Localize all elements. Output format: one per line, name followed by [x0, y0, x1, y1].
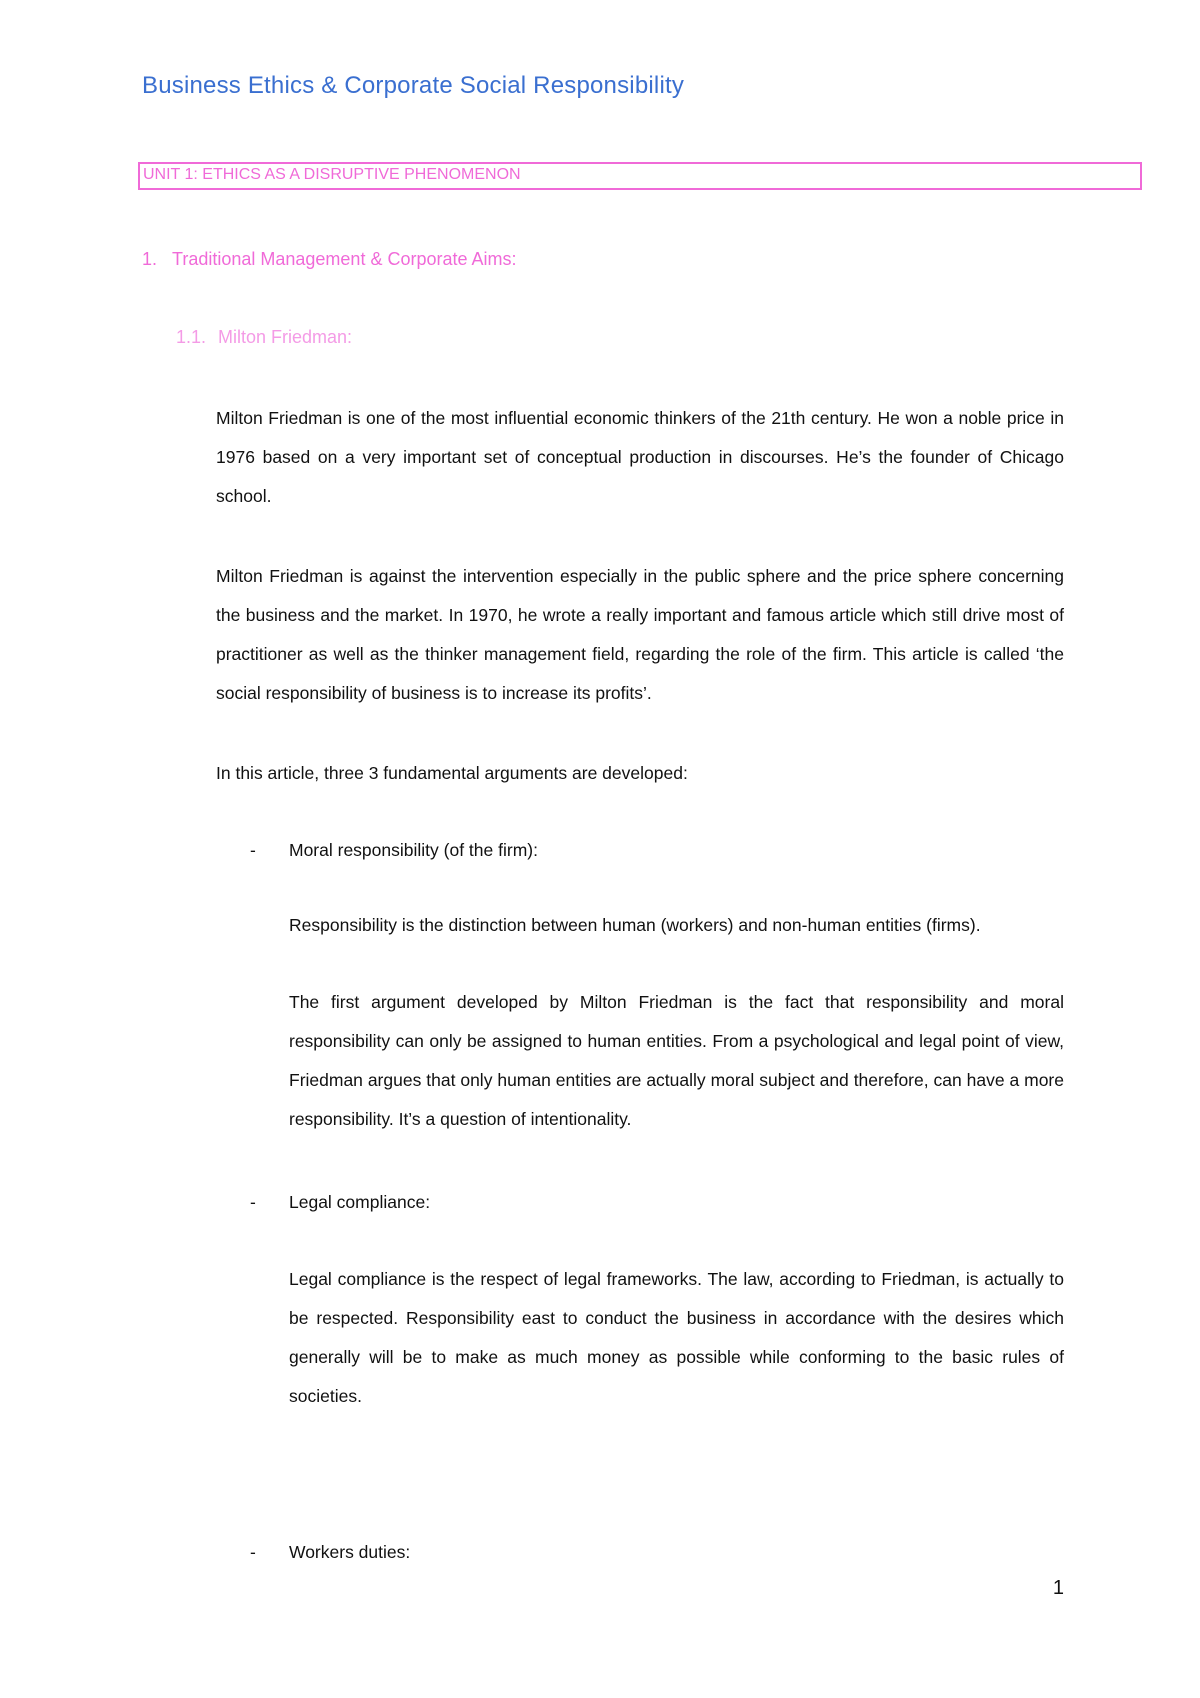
document-title: Business Ethics & Corporate Social Responsibility: [142, 72, 685, 99]
section-title: Traditional Management & Corporate Aims:: [172, 249, 517, 269]
bullet-dash: -: [250, 1542, 256, 1562]
argument-label: Moral responsibility (of the firm):: [289, 840, 538, 860]
subsection-number: 1.1.: [176, 327, 207, 347]
argument-item-moral: [250, 840, 538, 861]
paragraph-friedman-article: Milton Friedman is against the intervention especially in the public sphere and the price sphere concerning the business and the market. In 1970, he wrote a really important and famous article which still drive most of practitioner as well as the thinker management field, regarding the role of the firm. This article is called ‘the social responsibility of business is to increase its profits’.: [216, 566, 1064, 703]
argument-label: Workers duties:: [289, 1542, 411, 1562]
subsection-heading: [176, 327, 352, 348]
bullet-dash: -: [250, 840, 256, 860]
unit-heading: UNIT 1: ETHICS AS A DISRUPTIVE PHENOMENON: [143, 166, 521, 183]
subsection-title: Milton Friedman:: [218, 327, 353, 347]
paragraph-arguments-intro: In this article, three 3 fundamental arguments are developed:: [216, 763, 688, 783]
page-number: 1: [1052, 1577, 1064, 1599]
argument-label: Legal compliance:: [289, 1192, 431, 1212]
bullet-dash: -: [250, 1192, 256, 1212]
section-number: 1.: [142, 249, 158, 269]
paragraph-moral-argument: The first argument developed by Milton Friedman is the fact that responsibility and moral responsibility can only be assigned to human entities. From a psychological and legal point of view, Friedman argues that only human entities are actually moral subject and therefore, can have a more responsibility. It’s a question of intentionality.: [289, 992, 1064, 1129]
argument-item-workers: [250, 1542, 410, 1563]
section-heading: [142, 249, 517, 270]
paragraph-legal-compliance: Legal compliance is the respect of legal frameworks. The law, according to Friedman, is actually to be respected. Responsibility east to conduct the business in accordance with the desires which generally will be to make as much money as possible while conforming to the basic rules of societies.: [289, 1269, 1064, 1406]
paragraph-moral-definition: Responsibility is the distinction between human (workers) and non-human entities (firms).: [289, 915, 981, 935]
argument-item-legal: [250, 1192, 430, 1213]
unit-heading-box: [138, 162, 1142, 190]
paragraph-friedman-intro: Milton Friedman is one of the most influential economic thinkers of the 21th century. He won a noble price in 1976 based on a very important set of conceptual production in discourses. He’s the founder of Chicago school.: [216, 408, 1064, 506]
